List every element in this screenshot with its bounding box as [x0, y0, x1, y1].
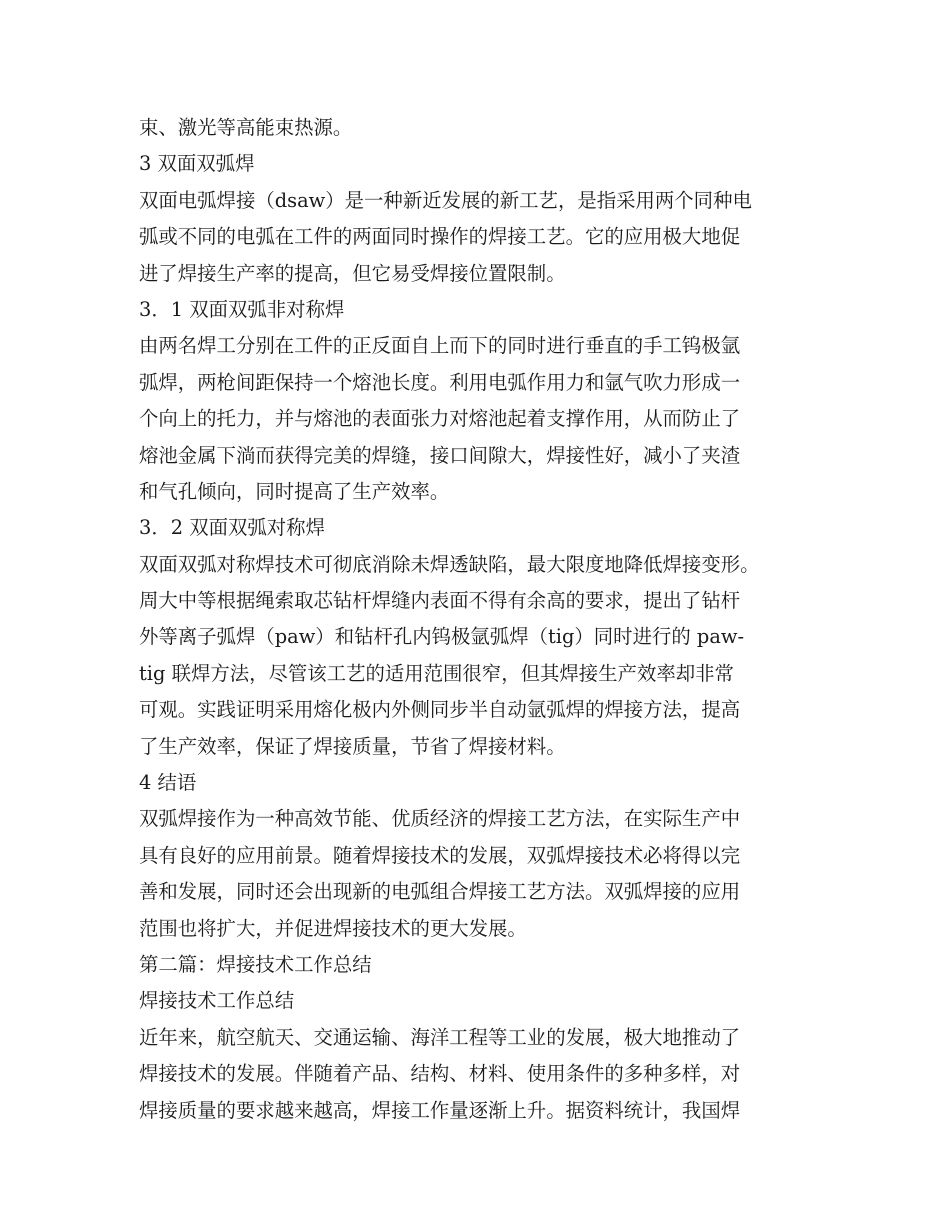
- text-line: 焊接技术的发展。伴随着产品、结构、材料、使用条件的多种多样，对: [139, 1062, 741, 1086]
- text-line: 善和发展，同时还会出现新的电弧组合焊接工艺方法。双弧焊接的应用: [139, 880, 741, 904]
- chapter-heading: 第二篇：焊接技术工作总结: [139, 952, 372, 976]
- text-line: 近年来，航空航天、交通运输、海洋工程等工业的发展，极大地推动了: [139, 1025, 741, 1049]
- text-line: 了生产效率，保证了焊接质量，节省了焊接材料。: [139, 734, 566, 758]
- subsection-heading: 3．1 双面双弧非对称焊: [139, 297, 345, 321]
- text-line: 可观。实践证明采用熔化极内外侧同步半自动氩弧焊的焊接方法，提高: [139, 698, 741, 722]
- text-line: 双面电弧焊接（dsaw）是一种新近发展的新工艺，是指采用两个同种电: [139, 188, 752, 212]
- text-line: 焊接质量的要求越来越高，焊接工作量逐渐上升。据资料统计，我国焊: [139, 1098, 741, 1122]
- text-line: 束、激光等高能束热源。: [139, 116, 353, 139]
- text-line: 双面双弧对称焊技术可彻底消除未焊透缺陷，最大限度地降低焊接变形。: [139, 552, 760, 576]
- section-heading: 3 双面双弧焊: [139, 152, 255, 176]
- text-line: 由两名焊工分别在工件的正反面自上而下的同时进行垂直的手工钨极氩: [139, 334, 741, 358]
- text-line: 熔池金属下淌而获得完美的焊缝，接口间隙大，焊接性好，减小了夹渣: [139, 443, 741, 467]
- text-line: 个向上的托力，并与熔池的表面张力对熔池起着支撑作用，从而防止了: [139, 407, 741, 431]
- text-line: 双弧焊接作为一种高效节能、优质经济的焊接工艺方法，在实际生产中: [139, 807, 741, 831]
- text-line: 和气孔倾向，同时提高了生产效率。: [139, 479, 450, 503]
- text-line: tig 联焊方法，尽管该工艺的适用范围很窄，但其焊接生产效率却非常: [139, 661, 734, 685]
- text-line: 进了焊接生产率的提高，但它易受焊接位置限制。: [139, 261, 566, 285]
- document-page: [139, 110, 829, 1129]
- text-line: 弧或不同的电弧在工件的两面同时操作的焊接工艺。它的应用极大地促: [139, 225, 741, 249]
- text-line: 外等离子弧焊（paw）和钻杆孔内钨极氩弧焊（tig）同时进行的 paw-: [139, 625, 745, 649]
- text-line: 周大中等根据绳索取芯钻杆焊缝内表面不得有余高的要求，提出了钻杆: [139, 589, 741, 613]
- document-title: 焊接技术工作总结: [139, 989, 295, 1013]
- text-line: 范围也将扩大，并促进焊接技术的更大发展。: [139, 916, 527, 940]
- subsection-heading: 3．2 双面双弧对称焊: [139, 516, 325, 540]
- text-line: 弧焊，两枪间距保持一个熔池长度。利用电弧作用力和氩气吹力形成一: [139, 370, 741, 394]
- section-heading: 4 结语: [139, 771, 197, 795]
- text-line: 具有良好的应用前景。随着焊接技术的发展，双弧焊接技术必将得以完: [139, 843, 741, 867]
